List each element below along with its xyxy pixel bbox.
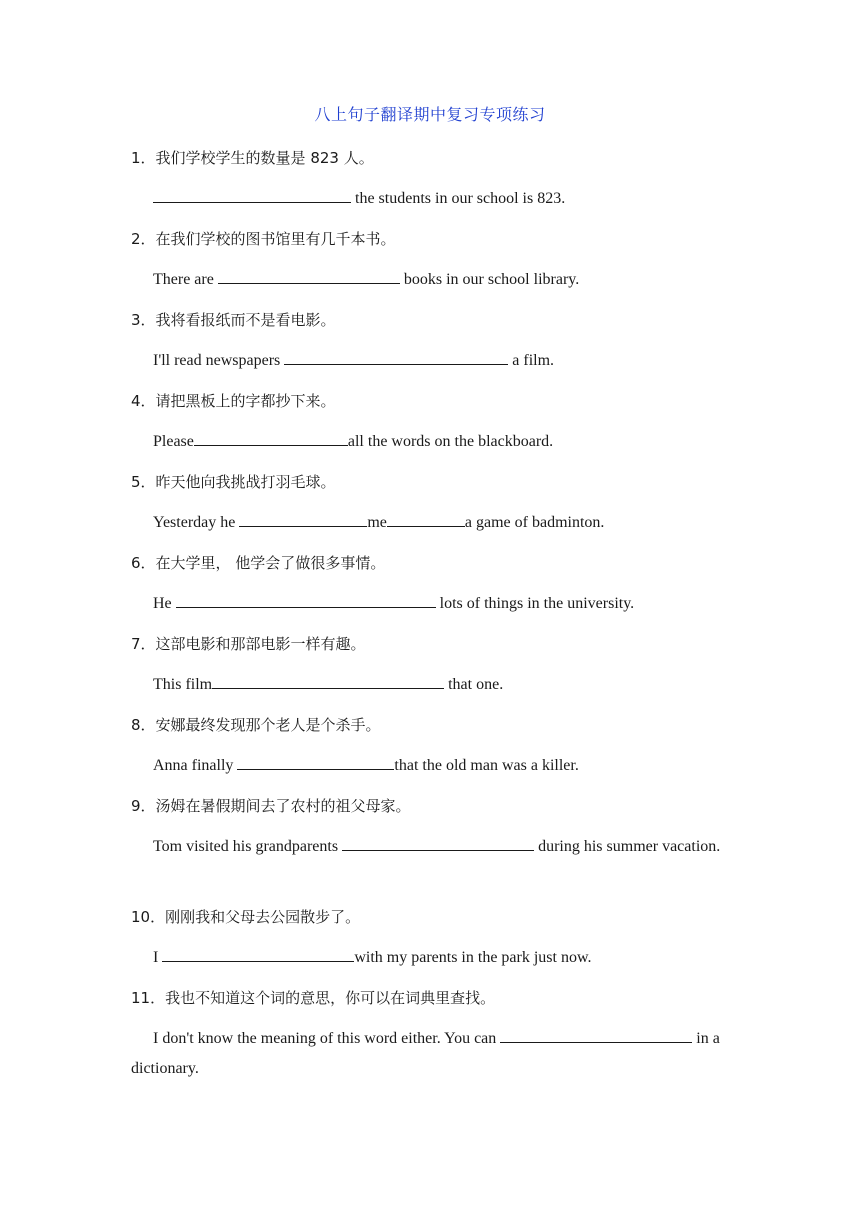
answer-text: Please bbox=[153, 433, 194, 450]
answer-blank[interactable] bbox=[237, 754, 394, 770]
answer-blank[interactable] bbox=[212, 673, 444, 689]
question-5-prompt: 5．昨天他向我挑战打羽毛球。 bbox=[131, 473, 336, 491]
answer-blank[interactable] bbox=[194, 430, 348, 446]
answer-text: lots of things in the university. bbox=[435, 595, 635, 612]
question-4-answer-line bbox=[131, 427, 731, 457]
question-8-answer-line bbox=[131, 751, 731, 781]
answer-text: the students in our school is 823. bbox=[351, 190, 566, 207]
question-10-prompt: 10．刚刚我和父母去公园散步了。 bbox=[131, 908, 361, 926]
answer-text: during his summer vacation. bbox=[534, 838, 721, 855]
answer-text: He bbox=[153, 595, 176, 612]
question-9-answer-line bbox=[131, 832, 731, 862]
answer-text: me bbox=[367, 514, 387, 531]
question-3-answer-line bbox=[131, 346, 731, 376]
question-2-prompt: 2．在我们学校的图书馆里有几千本书。 bbox=[131, 230, 396, 248]
answer-blank[interactable] bbox=[153, 187, 351, 203]
answer-blank[interactable] bbox=[176, 592, 436, 608]
question-3-prompt: 3．我将看报纸而不是看电影。 bbox=[131, 311, 336, 329]
question-2-answer-line bbox=[131, 265, 731, 295]
answer-text: Tom visited his grandparents bbox=[153, 838, 343, 855]
answer-text: Yesterday he bbox=[153, 514, 240, 531]
question-9-prompt: 9．汤姆在暑假期间去了农村的祖父母家。 bbox=[131, 797, 411, 815]
answer-text: I'll read newspapers bbox=[153, 352, 285, 369]
answer-text: that one. bbox=[444, 676, 504, 693]
answer-blank[interactable] bbox=[218, 268, 400, 284]
answer-blank[interactable] bbox=[387, 511, 465, 527]
question-1-prompt: 1．我们学校学生的数量是 823 人。 bbox=[131, 149, 374, 167]
question-11-answer-line bbox=[131, 1024, 731, 1084]
answer-blank[interactable] bbox=[342, 835, 534, 851]
answer-text: a film. bbox=[508, 352, 555, 369]
page-title: 八上句子翻译期中复习专项练习 bbox=[314, 105, 546, 124]
question-4-prompt: 4．请把黑板上的字都抄下来。 bbox=[131, 392, 336, 410]
answer-text: with my parents in the park just now. bbox=[354, 949, 592, 966]
answer-text: I don't know the meaning of this word either. You can bbox=[153, 1030, 501, 1047]
question-8-prompt: 8．安娜最终发现那个老人是个杀手。 bbox=[131, 716, 381, 734]
question-11-prompt: 11．我也不知道这个词的意思，你可以在词典里查找。 bbox=[131, 989, 496, 1007]
answer-text: I bbox=[153, 949, 163, 966]
question-7-answer-line bbox=[131, 670, 731, 700]
answer-text: in a dictionary. bbox=[131, 1030, 720, 1077]
answer-text: a game of badminton. bbox=[464, 514, 605, 531]
question-7-prompt: 7．这部电影和那部电影一样有趣。 bbox=[131, 635, 366, 653]
answer-text: that the old man was a killer. bbox=[394, 757, 579, 774]
answer-blank[interactable] bbox=[500, 1027, 692, 1043]
question-6-prompt: 6．在大学里， 他学会了做很多事情。 bbox=[131, 554, 386, 572]
question-1-answer-line bbox=[131, 184, 731, 214]
answer-text: This film bbox=[153, 676, 213, 693]
answer-blank[interactable] bbox=[239, 511, 367, 527]
answer-text: Anna finally bbox=[153, 757, 238, 774]
answer-text: books in our school library. bbox=[399, 271, 580, 288]
question-10-answer-line bbox=[131, 943, 731, 973]
question-6-answer-line bbox=[131, 589, 731, 619]
answer-text: There are bbox=[153, 271, 218, 288]
answer-blank[interactable] bbox=[162, 946, 354, 962]
answer-blank[interactable] bbox=[284, 349, 508, 365]
question-5-answer-line bbox=[131, 508, 731, 538]
answer-text: all the words on the blackboard. bbox=[347, 433, 554, 450]
